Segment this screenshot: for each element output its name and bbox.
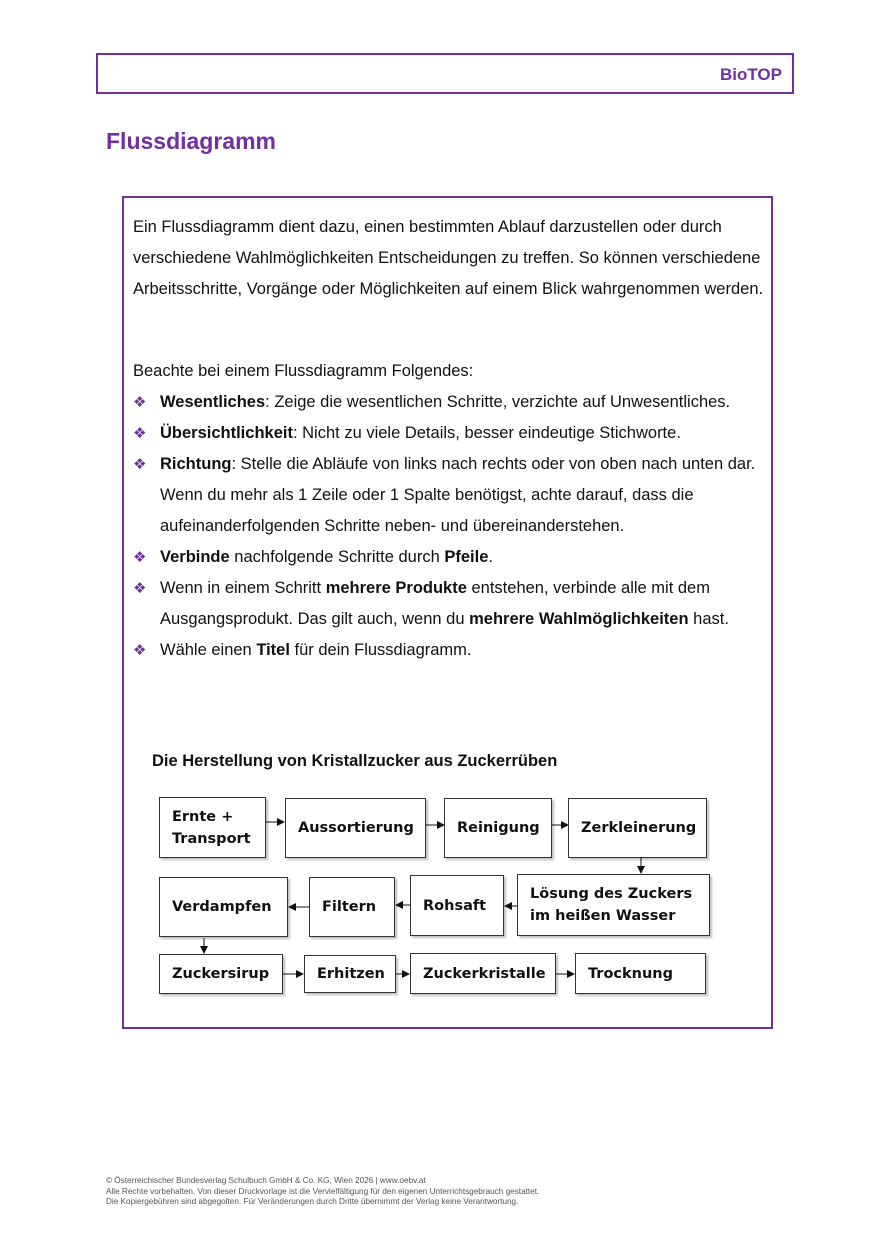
intro-paragraph: Ein Flussdiagramm dient dazu, einen bestimmten Ablauf darzustellen oder durch verschiedene Wahlmöglichkeiten Entscheidungen zu treffen. So können verschiedene Arbeitsschritte, Vorgänge oder Möglichkeiten auf einem Blick wahrgenommen werden.: [133, 218, 764, 298]
flowchart-step: [517, 874, 710, 936]
flowchart-title: Die Herstellung von Kristallzucker aus Zuckerrüben: [152, 752, 558, 770]
flowchart-step: [285, 798, 426, 858]
rule-text: für dein Flussdiagramm.: [289, 641, 472, 659]
flowchart-step: [410, 953, 556, 994]
rule-keyword: Verbinde: [160, 548, 230, 566]
rule-text: .: [488, 548, 493, 566]
flowchart-step-label: Verdampfen: [172, 899, 272, 915]
flowchart-step-label: Lösung des Zuckers im heißen Wasser: [530, 886, 693, 924]
footer-line: Die Kopiergebühren sind abgegolten. Für Veränderungen durch Dritte übernimmt der Verlag keine Verantwortung.: [106, 1197, 519, 1206]
flowchart-step: [309, 877, 395, 937]
flowchart-step-label: Erhitzen: [317, 966, 385, 982]
flowchart-step-label: Ernte + Transport: [172, 808, 251, 847]
rule-keyword: Wesentliches: [160, 393, 266, 411]
page-title: Flussdiagramm: [106, 128, 276, 154]
rule-keyword: Richtung: [160, 455, 232, 473]
rule-keyword: mehrere Produkte: [325, 579, 467, 597]
content-box: [122, 196, 773, 1029]
flowchart-step-label: Zuckerkristalle: [423, 965, 546, 982]
diamond-bullet-icon: ❖: [133, 394, 147, 411]
brand-label: BioTOP: [719, 65, 782, 84]
rule-text: Wähle einen: [160, 641, 257, 659]
flowchart-step-label: Zuckersirup: [172, 966, 270, 982]
flowchart-step-label: Rohsaft: [423, 897, 487, 914]
footer-line: Alle Rechte vorbehalten. Von dieser Druckvorlage ist die Vervielfältigung für den eigenen Unterrichtsgebrauch gestattet.: [106, 1186, 540, 1196]
flowchart-step-label: Trocknung: [588, 965, 673, 982]
diamond-bullet-icon: ❖: [133, 642, 147, 659]
flowchart-step-label: Zerkleinerung: [581, 820, 697, 836]
rule-text: : Nicht zu viele Details, besser eindeutige Stichworte.: [292, 424, 681, 442]
rule-text: Wenn in einem Schritt: [160, 579, 326, 597]
footer: [106, 1176, 539, 1208]
flowchart-step: [568, 798, 707, 858]
flowchart-step: [159, 877, 288, 937]
flowchart-step: [575, 953, 706, 994]
flowchart-step: [159, 797, 266, 858]
rule-text: : Stelle die Abläufe von links nach rechts oder von oben nach unten dar. Wenn du mehr als 1 Zeile oder 1 Spalte benötigst, achte darauf, dass die aufeinanderfolgenden Schritte neben- und übereinanderstehen.: [160, 455, 756, 535]
flowchart-step-label: Reinigung: [457, 820, 540, 836]
diamond-bullet-icon: ❖: [133, 580, 147, 597]
flowchart-step: [410, 875, 504, 936]
header-box: [96, 53, 794, 94]
flowchart-step-label: Filtern: [322, 899, 377, 915]
flowchart-step: [304, 955, 396, 993]
diamond-bullet-icon: ❖: [133, 549, 147, 566]
diamond-bullet-icon: ❖: [133, 425, 147, 442]
flowchart-step-label: Aussortierung: [298, 820, 414, 836]
flowchart-step: [444, 798, 552, 858]
rule-keyword: Pfeile: [444, 548, 489, 566]
rule-text: hast.: [688, 610, 729, 628]
rule-text: nachfolgende Schritte durch: [229, 548, 445, 566]
rule-text: : Zeige die wesentlichen Schritte, verzichte auf Unwesentliches.: [265, 393, 731, 411]
rule-keyword: Übersichtlichkeit: [160, 424, 293, 442]
footer-line: © Österreichischer Bundesverlag Schulbuch GmbH & Co. KG, Wien 2026 | www.oebv.at: [106, 1176, 426, 1185]
rule-text: entstehen, verbinde alle mit dem Ausgangsprodukt. Das gilt auch, wenn du: [160, 579, 710, 628]
flowchart-step: [159, 954, 283, 994]
rule-keyword: Titel: [256, 641, 290, 659]
diamond-bullet-icon: ❖: [133, 456, 147, 473]
rules-heading: Beachte bei einem Flussdiagramm Folgendes:: [133, 362, 474, 380]
rule-keyword: mehrere Wahlmöglichkeiten: [469, 610, 689, 628]
